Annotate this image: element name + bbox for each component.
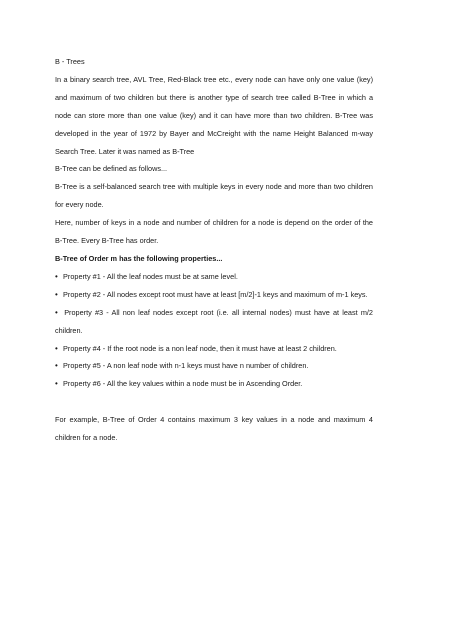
- property-item: [55, 268, 373, 286]
- defined-as-line: B-Tree can be defined as follows...: [55, 164, 168, 174]
- bullet-icon: •: [55, 343, 58, 353]
- intro-paragraph: In a binary search tree, AVL Tree, Red-Black tree etc., every node can have only one value (key) and maximum of two children but there is another type of search tree called B-Tree in which a node can store more than one value (key) and it can have more than two children. B-Tree was developed in the year of 1972 by Bayer and McCreight with the name Height Balanced m-way Search Tree. Later it was named as B-Tree: [55, 74, 373, 156]
- property-item: [55, 304, 373, 340]
- order-note-paragraph: Here, number of keys in a node and number of children for a node is depend on the order of the B-Tree. Every B-Tree has order.: [55, 218, 373, 246]
- definition-paragraph: B-Tree is a self-balanced search tree with multiple keys in every node and more than two children for every node.: [55, 182, 373, 210]
- bullet-icon: •: [55, 289, 58, 299]
- bullet-icon: •: [55, 361, 58, 371]
- document-body: [55, 53, 373, 447]
- property-text: Property #6 - All the key values within a node must be in Ascending Order.: [63, 379, 303, 389]
- bullet-icon: •: [55, 271, 58, 281]
- example-paragraph: For example, B-Tree of Order 4 contains maximum 3 key values in a node and maximum 4 children for a node.: [55, 415, 373, 443]
- document-title: B - Trees: [55, 57, 85, 66]
- bullet-icon: •: [55, 379, 58, 389]
- properties-list: [55, 268, 373, 393]
- property-item: [55, 375, 373, 393]
- property-item: [55, 286, 373, 304]
- property-text: Property #4 - If the root node is a non leaf node, then it must have at least 2 children.: [63, 343, 337, 353]
- property-text: Property #3 - All non leaf nodes except root (i.e. all internal nodes) must have at least m/2 children.: [55, 307, 373, 335]
- property-text: Property #5 - A non leaf node with n-1 keys must have n number of children.: [63, 361, 309, 371]
- property-item: [55, 357, 373, 375]
- property-text: Property #1 - All the leaf nodes must be at same level.: [63, 271, 238, 281]
- property-text: Property #2 - All nodes except root must have at least [m/2]-1 keys and maximum of m-1 keys.: [63, 289, 368, 299]
- properties-heading: B-Tree of Order m has the following properties...: [55, 253, 223, 263]
- bullet-icon: •: [55, 307, 58, 317]
- blank-line: [55, 393, 373, 411]
- property-item: [55, 340, 373, 358]
